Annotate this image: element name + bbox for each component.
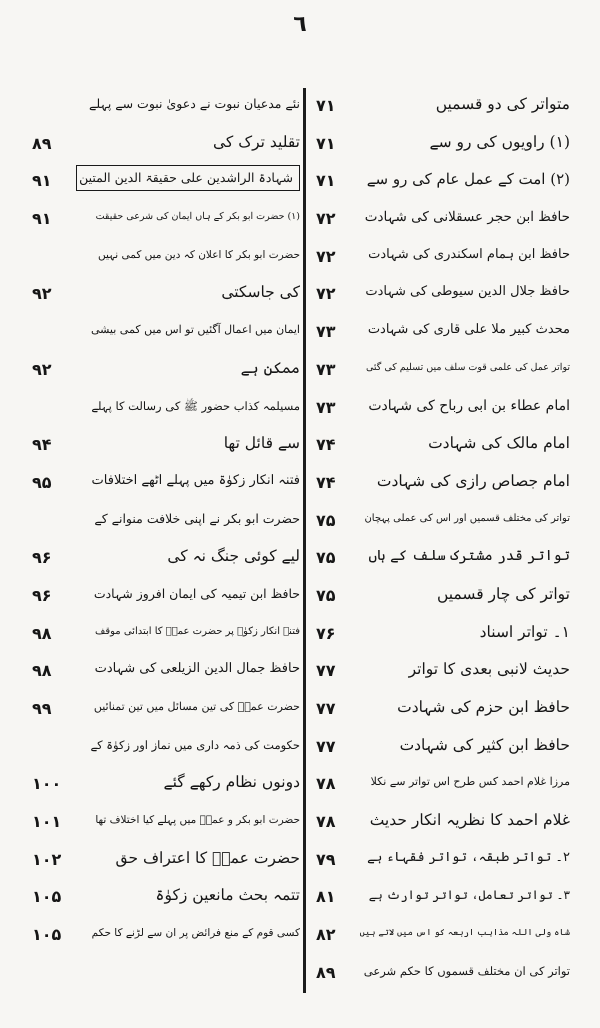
toc-page-number: ۷۱ bbox=[316, 96, 336, 115]
toc-entry bbox=[32, 578, 300, 616]
toc-entry bbox=[32, 352, 300, 390]
toc-entry-title: (۲) امت کے عمل عام کی رو سے bbox=[366, 170, 570, 189]
toc-page-number: ۷۱ bbox=[316, 171, 336, 191]
toc-entry bbox=[32, 314, 300, 352]
toc-entry-title: تواتر کی چار قسمیں bbox=[436, 584, 570, 603]
toc-page-number: ۷۵ bbox=[316, 548, 336, 568]
toc-entry-title: حضرت ابو بکر و عمرؓ میں پہلے کیا اختلاف تھا bbox=[95, 814, 300, 827]
toc-entry bbox=[32, 691, 300, 729]
toc-page-number: ۷۵ bbox=[316, 510, 336, 530]
toc-entry-title: حضرت ابو بکر کا اعلان کہ دین میں کمی نہیں bbox=[97, 248, 300, 261]
toc-entry bbox=[312, 804, 570, 842]
toc-page-number: ۷۷ bbox=[316, 661, 336, 681]
toc-entry-title: حافظ ابن حزم کی شہادت bbox=[397, 698, 570, 716]
toc-entry-title: حافظ ابن ہمام اسکندری کی شہادت bbox=[368, 246, 570, 262]
toc-entry bbox=[312, 314, 570, 352]
toc-entry bbox=[32, 917, 300, 955]
toc-entry-title: فتنہ انکار زکوٰۃ پر حضرت عمرؓ کا ابتدائی موقف bbox=[95, 625, 300, 637]
toc-page-number: ۷۵ bbox=[316, 585, 336, 605]
toc-page-number: ۷۲ bbox=[316, 284, 336, 304]
toc-entry bbox=[312, 653, 570, 691]
toc-page-number: ۹۸ bbox=[32, 661, 52, 681]
toc-entry-title: کی جاسکتی bbox=[221, 283, 300, 302]
toc-entry-title: دونوں نظام رکھے گئے bbox=[163, 773, 300, 792]
toc-page-number: ۸۹ bbox=[32, 133, 52, 153]
toc-entry bbox=[312, 126, 570, 164]
toc-page-number: ۸۲ bbox=[316, 925, 336, 945]
toc-entry bbox=[312, 879, 570, 917]
toc-entry-title: نئے مدعیان نبوت نے دعویٰ نبوت سے پہلے bbox=[89, 96, 300, 111]
toc-entry bbox=[312, 955, 570, 993]
page-number: ٦ bbox=[293, 12, 307, 37]
toc-page-number: ۱۰۵ bbox=[32, 925, 62, 945]
toc-entry bbox=[32, 653, 300, 691]
toc-page-number: ۷۴ bbox=[316, 472, 336, 492]
toc-page-number: ۹۹ bbox=[32, 699, 52, 718]
toc-entry-title: (۱) راویوں کی رو سے bbox=[429, 132, 570, 151]
toc-entry-title: امام مالک کی شہادت bbox=[428, 434, 570, 453]
toc-entry bbox=[32, 879, 300, 917]
toc-entry-title: غلام احمد کا نظریہ انکار حدیث bbox=[369, 811, 570, 830]
toc-page-number: ۷۳ bbox=[316, 322, 336, 342]
toc-entry bbox=[32, 616, 300, 654]
toc-page-number: ۷۳ bbox=[316, 397, 336, 417]
toc-entry-title: تواتر کی مختلف قسمیں اور اس کی عملی پہچان bbox=[364, 512, 570, 524]
toc-entry bbox=[312, 729, 570, 767]
toc-entry bbox=[312, 163, 570, 201]
toc-entry bbox=[32, 729, 300, 767]
toc-page-number: ۷۲ bbox=[316, 246, 336, 266]
toc-entry-title: حافظ ابن حجر عسقلانی کی شہادت bbox=[364, 209, 570, 226]
toc-entry-title: ۲۔ تواتر طبقہ، تواتر فقہاء ہے bbox=[367, 849, 570, 865]
toc-entry-title: فتنہ انکار زکوٰۃ میں پہلے اٹھے اختلافات bbox=[91, 472, 300, 488]
toc-page-number: ۷۷ bbox=[316, 736, 336, 756]
toc-page-number: ۹۶ bbox=[32, 548, 52, 568]
toc-entry-title: سے قائل تھا bbox=[223, 434, 300, 453]
toc-entry bbox=[32, 766, 300, 804]
toc-page-number: ۹۸ bbox=[32, 623, 52, 643]
toc-page-number: ۷۸ bbox=[316, 774, 336, 794]
toc-entry bbox=[32, 163, 300, 201]
toc-entry bbox=[312, 390, 570, 428]
toc-entry bbox=[312, 352, 570, 390]
toc-entry-title: تواتر قدر مشترک سلف کے ہاں bbox=[368, 548, 570, 565]
toc-entry bbox=[312, 691, 570, 729]
toc-entry-title: شاہ ولی اللہ مذاہب اربعہ کو اس میں لاتے ہیں bbox=[359, 928, 570, 939]
toc-entry-title: لیے کوئی جنگ نہ کی bbox=[167, 547, 300, 566]
toc-page-number: ۷۹ bbox=[316, 849, 336, 869]
toc-entry-title: شہادۃ الراشدین علی حقیقۃ الدین المتین bbox=[76, 165, 300, 191]
toc-page-number: ۹۱ bbox=[32, 171, 52, 191]
toc-entry bbox=[312, 465, 570, 503]
toc-page-number: ۱۰۰ bbox=[32, 774, 62, 794]
toc-page-number: ۷۶ bbox=[316, 623, 336, 643]
toc-entry bbox=[32, 88, 300, 126]
toc-entry-title: حافظ جمال الدین الزیلعی کی شہادت bbox=[94, 661, 300, 677]
toc-entry-title: کسی قوم کے منع فرائض پر ان سے لڑنے کا حکم bbox=[91, 927, 300, 940]
toc-entry bbox=[32, 126, 300, 164]
toc-entry-title: حضرت عمرؓ کی تین مسائل میں تین تمنائیں bbox=[93, 700, 300, 713]
toc-page-number: ۹۴ bbox=[32, 435, 52, 455]
left-column bbox=[32, 88, 300, 955]
toc-entry-title: ۱۔ تواتر اسناد bbox=[479, 622, 570, 641]
toc-entry-title: مسیلمہ کذاب حضور ﷺ کی رسالت کا پہلے bbox=[91, 398, 300, 413]
right-column bbox=[312, 88, 570, 993]
column-divider bbox=[303, 88, 306, 993]
toc-page-number: ۹۲ bbox=[32, 359, 52, 379]
toc-entry bbox=[312, 842, 570, 880]
toc-entry bbox=[312, 616, 570, 654]
toc-entry bbox=[32, 842, 300, 880]
toc-entry bbox=[32, 503, 300, 541]
toc-entry-title: حکومت کی ذمہ داری میں نماز اور زکوٰۃ کے bbox=[90, 737, 300, 752]
toc-page-number: ۱۰۵ bbox=[32, 887, 62, 907]
toc-entry-title: حضرت عمرؓ کا اعتراف حق bbox=[115, 848, 300, 867]
toc-page-number: ۷۳ bbox=[316, 359, 336, 379]
toc-page-number: ۷۴ bbox=[316, 435, 336, 455]
toc-entry bbox=[32, 540, 300, 578]
toc-page-number: ۱۰۲ bbox=[32, 849, 62, 869]
toc-page-number: ۷۷ bbox=[316, 699, 336, 718]
toc-entry-title: امام عطاء بن ابی رباح کی شہادت bbox=[368, 397, 570, 414]
toc-entry-title: حافظ جلال الدین سیوطی کی شہادت bbox=[365, 284, 570, 300]
toc-entry bbox=[312, 917, 570, 955]
toc-page-number: ۸۹ bbox=[316, 962, 336, 982]
toc-page-number: ۱۰۱ bbox=[32, 812, 62, 832]
toc-page-number: ۹۲ bbox=[32, 284, 52, 304]
toc-entry-title: ایمان میں اعمال آگئیں تو اس میں کمی بیشی bbox=[90, 323, 300, 337]
toc-entry-title: تقلید ترک کی bbox=[213, 132, 300, 151]
toc-entry bbox=[32, 390, 300, 428]
toc-page-number: ۹۵ bbox=[32, 472, 52, 492]
toc-entry bbox=[32, 239, 300, 277]
toc-entry-title: متواتر کی دو قسمیں bbox=[435, 95, 570, 113]
toc-entry-title: تواتر کی ان مختلف قسموں کا حکم شرعی bbox=[363, 963, 570, 978]
toc-entry bbox=[32, 427, 300, 465]
toc-page-number: ۷۱ bbox=[316, 133, 336, 153]
toc-entry bbox=[312, 427, 570, 465]
toc-entry bbox=[312, 578, 570, 616]
toc-entry-title: ممکن ہے bbox=[240, 358, 300, 377]
toc-entry bbox=[312, 239, 570, 277]
toc-entry-title: تواتر عمل کی علمی قوت سلف میں تسلیم کی گئی bbox=[366, 361, 570, 373]
toc-entry-title: حافظ ابن تیمیہ کی ایمان افروز شہادت bbox=[93, 585, 300, 601]
toc-entry-title: حدیث لانبی بعدی کا تواتر bbox=[408, 660, 570, 679]
toc-page-number: ۷۸ bbox=[316, 812, 336, 832]
toc-entry bbox=[312, 766, 570, 804]
toc-entry bbox=[312, 276, 570, 314]
toc-entry bbox=[312, 503, 570, 541]
toc-entry-title: حافظ ابن کثیر کی شہادت bbox=[399, 735, 570, 754]
toc-page-number: ۹۱ bbox=[32, 209, 52, 229]
toc-entry bbox=[312, 88, 570, 126]
toc-entry bbox=[32, 465, 300, 503]
toc-entry-title: ۳۔ تواتر تعامل، تواتر توارث ہے bbox=[368, 888, 570, 903]
toc-entry-title: محدث کبیر ملا علی قاری کی شہادت bbox=[367, 322, 570, 338]
toc-entry bbox=[32, 804, 300, 842]
toc-page-number: ۷۲ bbox=[316, 209, 336, 229]
toc-entry bbox=[32, 201, 300, 239]
toc-entry bbox=[312, 540, 570, 578]
toc-page-number: ۸۱ bbox=[316, 887, 336, 907]
toc-entry-title: (۱) حضرت ابو بکر کے ہاں ایمان کی شرعی حقیقت bbox=[95, 211, 300, 223]
toc-entry-title: تتمہ بحث مانعین زکوٰۃ bbox=[155, 886, 300, 905]
toc-entry bbox=[312, 201, 570, 239]
toc-entry-title: حضرت ابو بکر نے اپنی خلافت منوانے کے bbox=[94, 510, 300, 526]
toc-entry bbox=[32, 276, 300, 314]
toc-entry-title: امام جصاص رازی کی شہادت bbox=[376, 471, 570, 490]
toc-entry-title: مرزا غلام احمد کس طرح اس تواتر سے نکلا bbox=[370, 775, 570, 789]
toc-page-number: ۹۶ bbox=[32, 585, 52, 605]
